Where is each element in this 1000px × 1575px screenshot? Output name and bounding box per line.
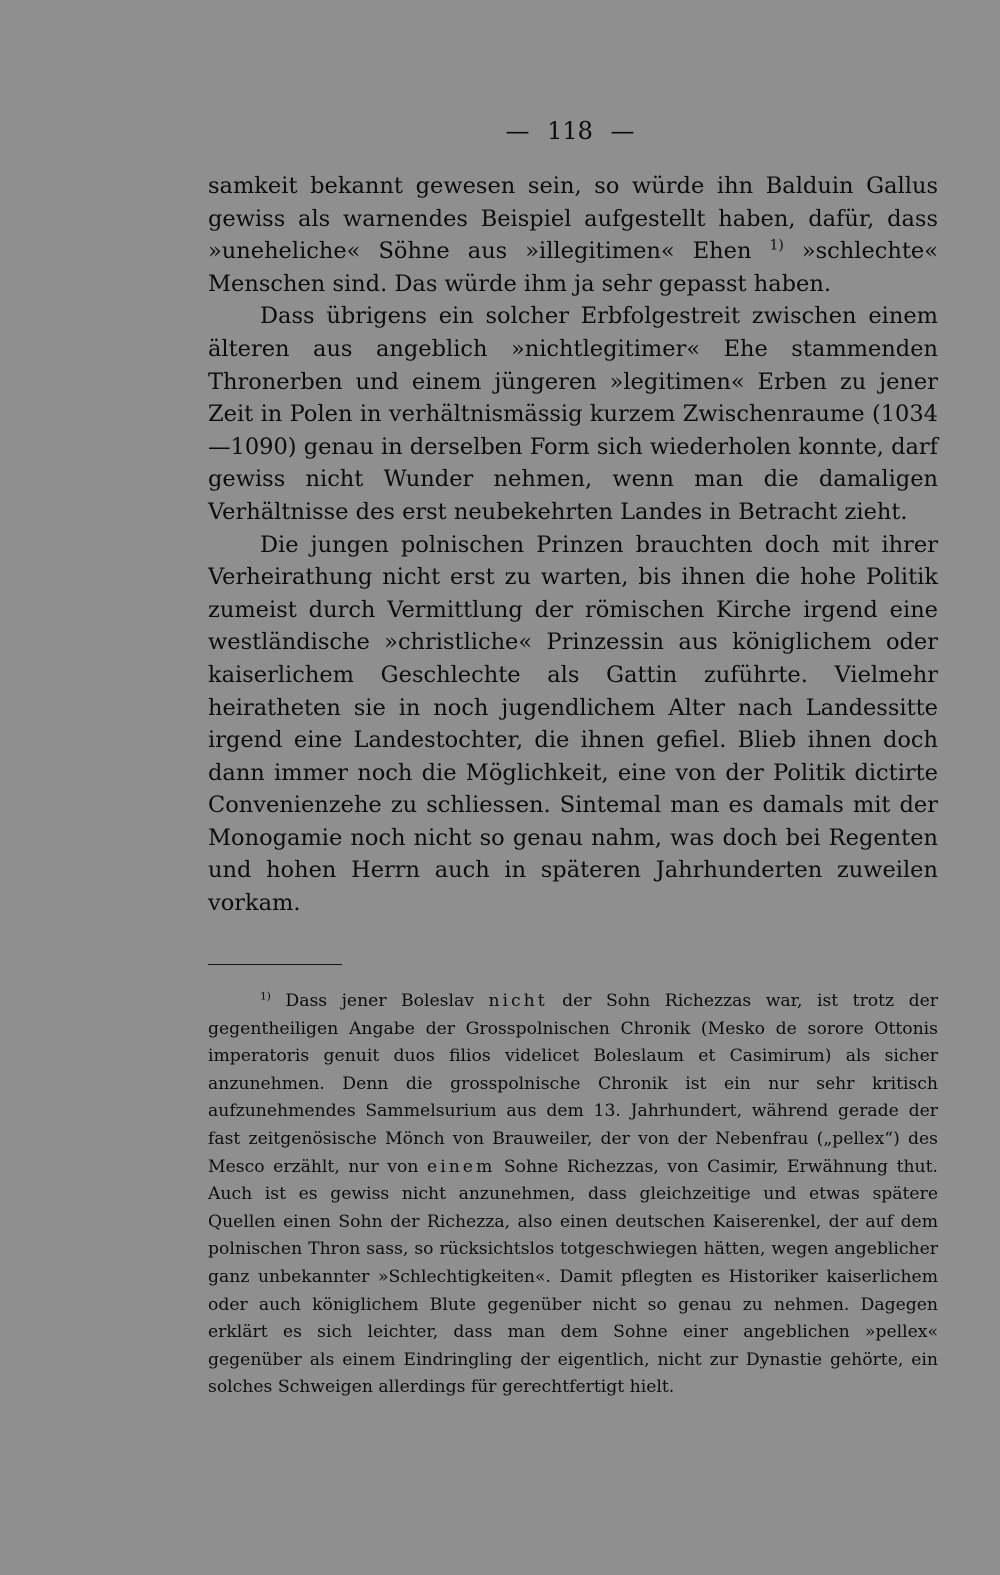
paragraph-3: Die jungen polnischen Prinzen brauchten doch mit ihrer Verheirathung nicht erst zu warten, bis ihnen die hohe Politik zumeist durch Vermittlung der römischen Kirche irgend eine westländische »christliche« Prinzessin aus königlichem oder kaiserlichem Geschlechte als Gattin zuführte. Vielmehr heiratheten sie in noch jugendlichem Alter nach Landessitte irgend eine Landestochter, die ihnen gefiel. Blieb ihnen doch dann immer noch die Möglichkeit, eine von der Politik dictirte Convenienzehe zu schliessen. Sintemal man es damals mit der Monogamie noch nicht so genau nahm, was doch bei Regenten und hohen Herrn auch in späteren Jahrhunderten zuweilen vorkam.: [208, 531, 938, 917]
footnote-text-c: Sohne Richezzas, von Casimir, Erwähnung thut. Auch ist es gewiss nicht anzunehmen, dass gleichzeitige und etwas spätere Quellen einen Sohn der Richezza, also einen deutschen Kaiserenkel, der auf dem polnischen Thron sass, so rücksichtslos totgeschwiegen hätten, wegen angeblicher ganz unbekannter »Schlechtigkeiten«. Damit pflegten es Historiker kaiserlichem oder auch königlichem Blute gegenüber nicht so genau zu nehmen. Dagegen erklärt es sich leichter, dass man dem Sohne einer angeblichen »pellex« gegenüber als einem Eindringling der eigentlich, nicht zur Dynastie gehörte, ein solches Schweigen allerdings für gerechtfertigt hielt.: [208, 1156, 938, 1398]
paragraph-1-tail: »schlechte« Menschen sind. Das würde ihm ja sehr gepasst haben.: [208, 238, 938, 297]
paragraph-1: [208, 170, 938, 300]
footnote-text-b: der Sohn Richezzas war, ist trotz der gegentheiligen Angabe der Grosspolnischen Chronik (Mesko de sorore Ottonis imperatoris genuit duos filios videlicet Boleslaum et Casimirum) als sicher anzunehmen. Denn die grosspolnische Chronik ist ein nur sehr kritisch aufzunehmendes Sammelsurium aus dem 13. Jahrhundert, während gerade der fast zeitgenösische Mönch von Brauweiler, der von der Nebenfrau („pellex“) des Mesco erzählt, nur von: [208, 991, 938, 1177]
footnote-divider: [208, 964, 342, 965]
footnote: [208, 988, 938, 1402]
footnote-emphasis-einem: einem: [427, 1156, 496, 1177]
main-text: [208, 170, 938, 920]
paragraph-2: Dass übrigens ein solcher Erbfolgestreit zwischen einem älteren aus angeblich »nichtlegitimer« Ehe stammenden Thronerben und einem jüngeren »legitimen« Erben zu jener Zeit in Polen in verhältnismässig kurzem Zwischenraume (1034—1090) genau in derselben Form sich wiederholen konnte, darf gewiss nicht Wunder nehmen, wenn man die damaligen Verhältnisse des erst neubekehrten Landes in Betracht zieht.: [208, 303, 939, 525]
footnote-text-a: Dass jener Boleslav: [270, 991, 489, 1011]
page-number: — 118 —: [505, 117, 635, 145]
footnote-reference: 1): [769, 237, 784, 254]
footnote-emphasis-nicht: nicht: [488, 991, 548, 1011]
footnote-marker: 1): [260, 989, 271, 1003]
paragraph-1-text: samkeit bekannt gewesen sein, so würde ihn Balduin Gallus gewiss als warnendes Beispiel aufgestellt haben, dafür, dass »uneheliche« Söhne aus »illegitimen« Ehen: [208, 173, 938, 265]
